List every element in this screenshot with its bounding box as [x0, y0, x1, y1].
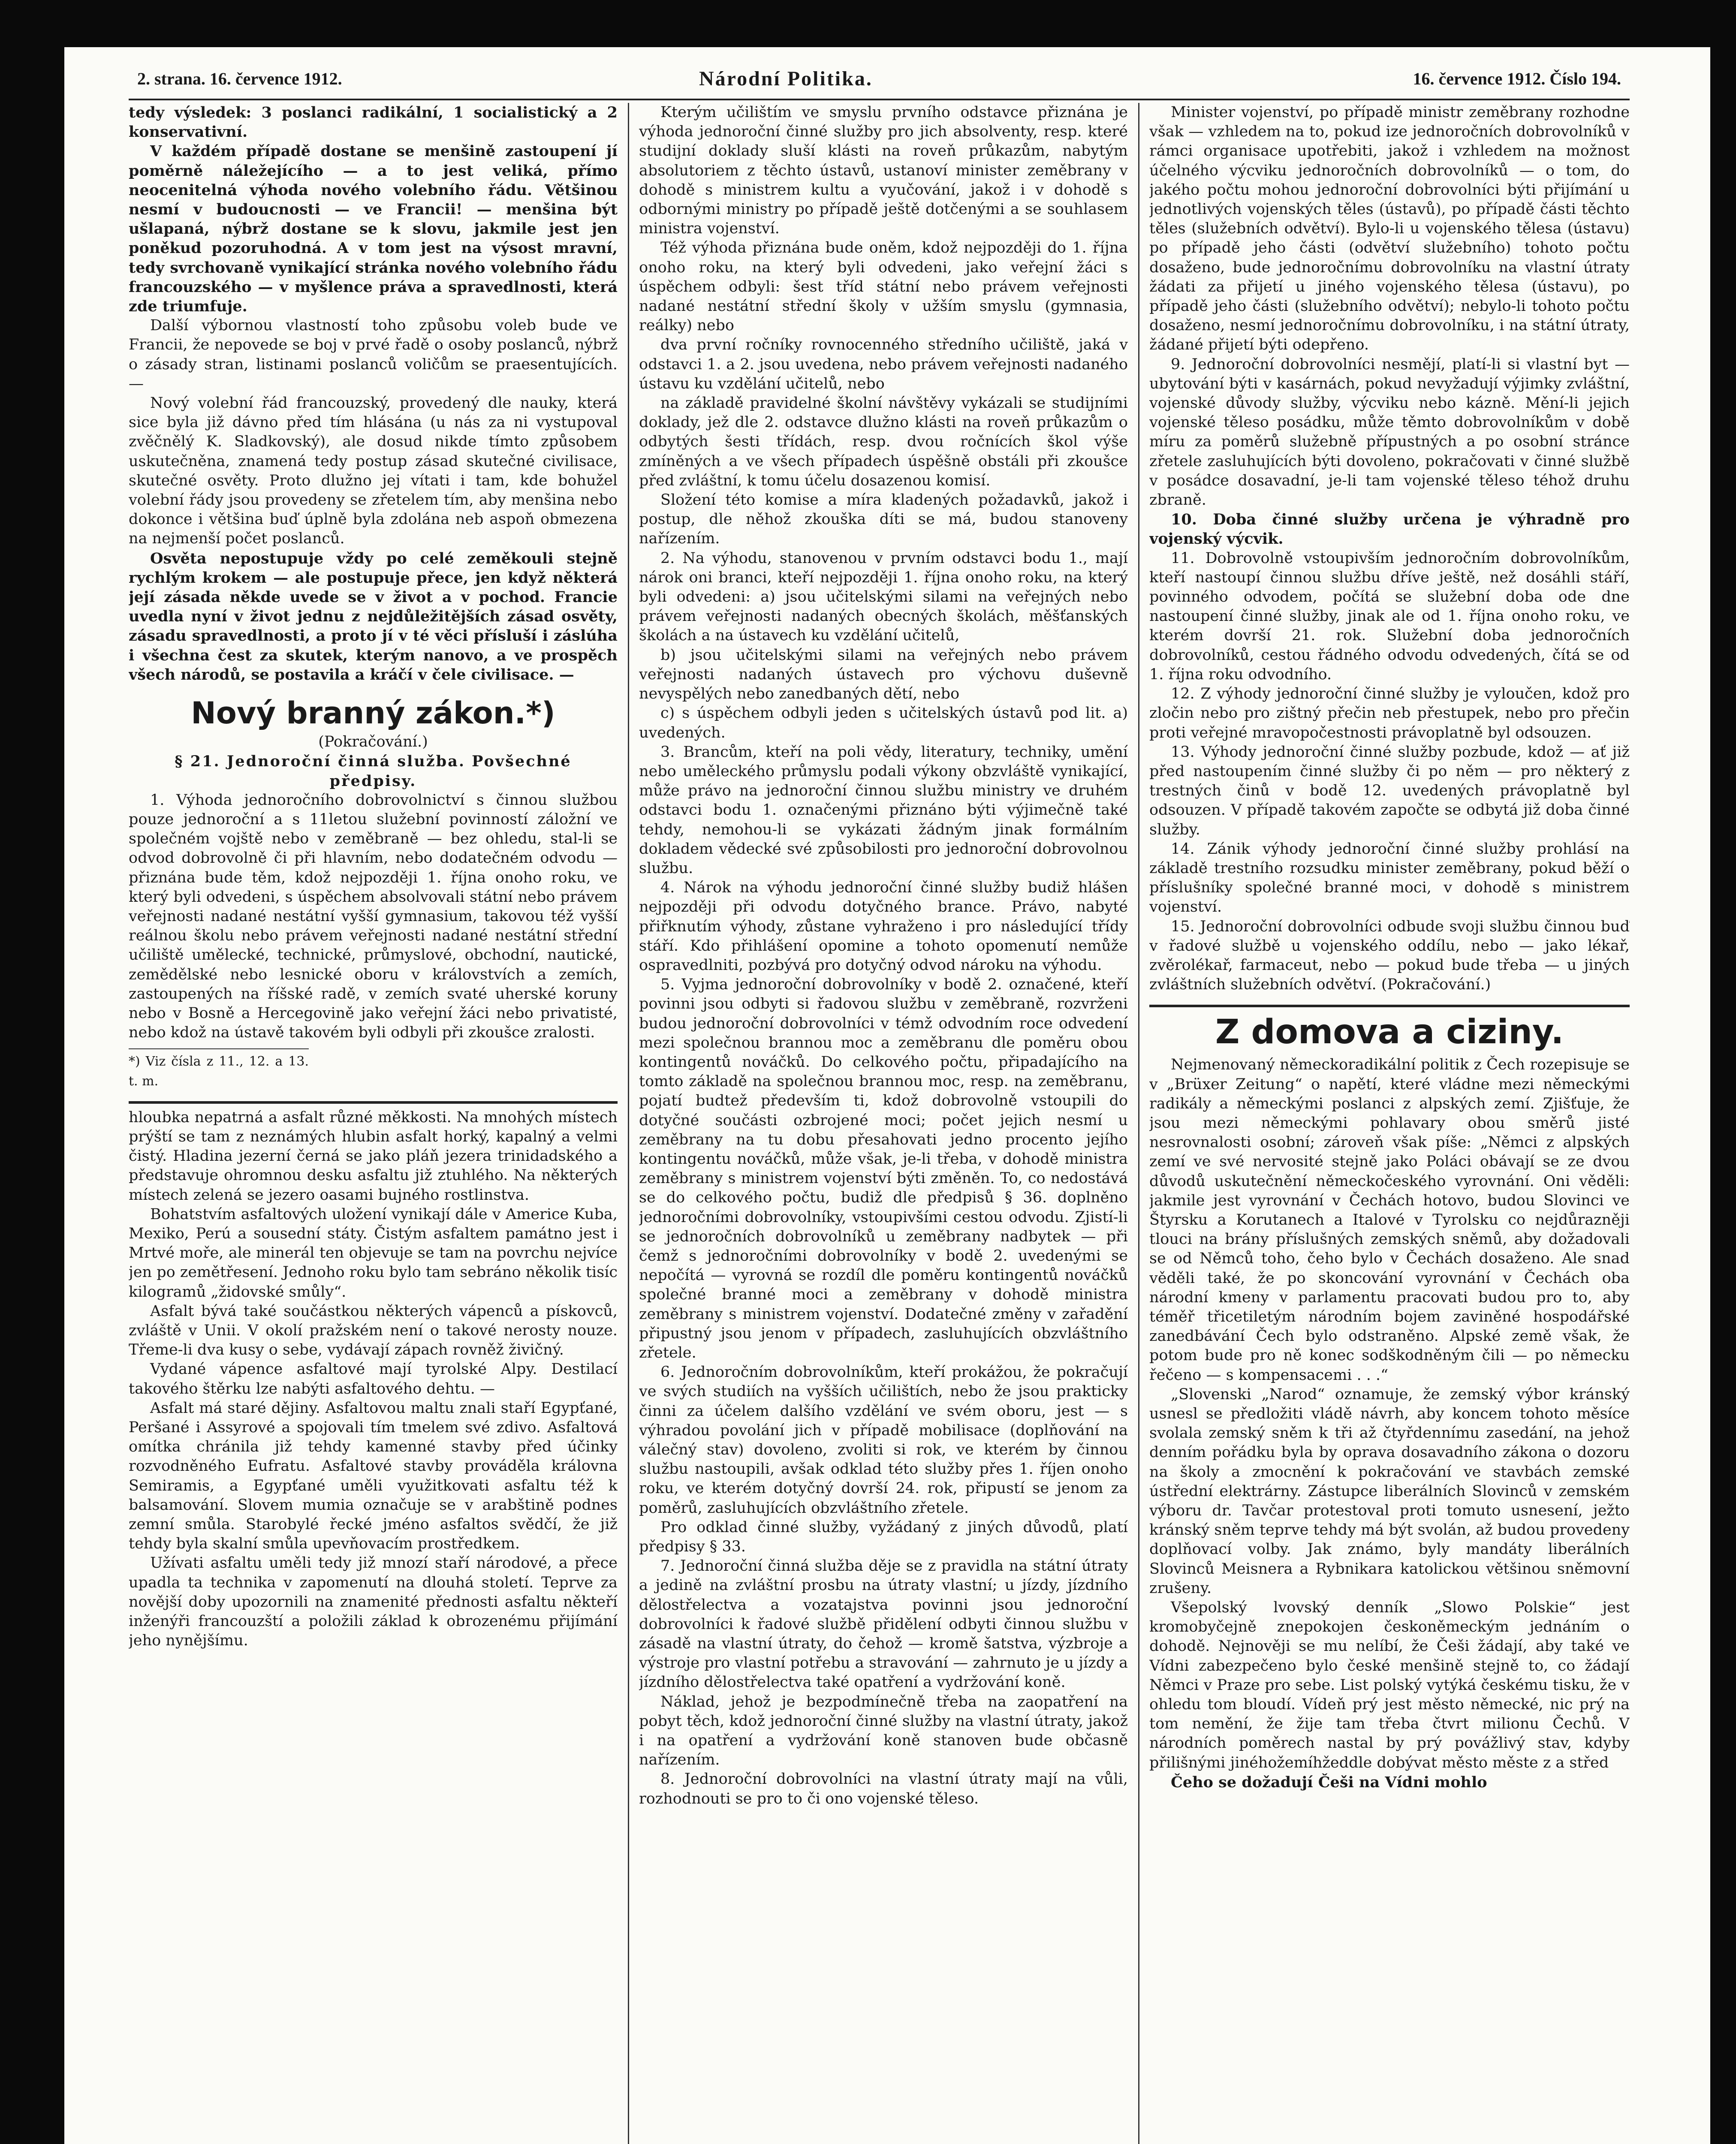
- paragraph: hloubka nepatrná a asfalt různé měkkosti. Na mnohých místech prýští se tam z neznámých hlubin asfalt horký, kapalný a velmi čistý. Hladina jezerní černá se jako pláň jezera trinidadského a představuje ohromnou desku asfaltu již ztuhlého. Na některých místech zelená se jezero oasami bujného rostlinstva.: [129, 1108, 618, 1204]
- newspaper-page: [129, 64, 1630, 2144]
- paragraph: Další výbornou vlastností toho způsobu voleb bude ve Francii, že nepovede se boj v prvé řadě o osoby poslanců, nýbrž o zásady stran, listinami poslanců voličům se praesentujících. —: [129, 317, 618, 392]
- paragraph: na základě pravidelné školní návštěvy vykázali se studijními doklady, jež dle 2. odstavce dlužno klásti na roveň průkazům o odbytých šesti třídách, resp. dvou ročnících škol výše zmíněných a ve všech případech úspěšně obstáli při zkoušce před zvláštní, k tomu účelu dosazenou komisí.: [639, 394, 1128, 489]
- article-headline: Nový branný zákon.*): [191, 696, 555, 731]
- paragraph: 3. Brancům, kteří na poli vědy, literatury, techniky, umění nebo uměleckého průmyslu podali výkony obzvláště vynikající, může právo na jednoroční činnou službu ministry ve druhém odstavci bodu 1. označenými přiznáno býti výjimečně také tehdy, nemohou-li se vykázati žádným jinak formálním dokladem vědecké své způsobilosti pro jednoroční dobrovolnou službu.: [639, 743, 1128, 877]
- paragraph: 4. Nárok na výhodu jednoroční činné služby budiž hlášen nejpozději při odvodu dotyčného brance. Právo, nabyté přiřknutím výhody, zůstane vyhraženo i pro následující třídy stáří. Kdo přihlášení opomine a tohoto opomenutí nemůže ospravedlniti, pozbývá pro dotyčný odvod nároku na výhodu.: [639, 879, 1128, 974]
- column-2: [639, 103, 1128, 2144]
- paragraph: 1. Výhoda jednoročního dobrovolnictví s činnou službou pouze jednoroční a s 11letou služební povinností záložní ve společném vojště nebo v zeměbraně — bez ohledu, stal-li se odvod dobrovolně či při hlavním, nebo dodatečném odvodu — přiznána bude těm, kdož nejpozději 1. října onoho roku, ve který byli odvedeni, s úspěchem absolvovali státní nebo právem veřejnosti nadané nestátní vyšší gymnasium, takovou též vyšší reálnou školu nebo právem veřejnosti nadané nestátní střední učiliště umělecké, technické, průmyslové, obchodní, nautické, zemědělské nebo lesnické oboru v královstvích a zemích, zastoupených na říšské radě, v zemích svaté uherské koruny nebo v Bosně a Hercegovině jako veřejní žáci nebo privatisté, nebo kdož na ústavě takovém byli odbyli při zkoušce zralosti.: [129, 791, 618, 1042]
- scan-border-right: [1710, 0, 1736, 2144]
- column-divider: [1138, 103, 1139, 2144]
- paragraph: 15. Jednoroční dobrovolníci odbude svoji službu činnou buď v řadové službě u vojenského oddílu, nebo — jako lékař, zvěrolékař, farmaceut, nebo — pokud bude třeba — u jiných zvláštních služebních odvětví. (Pokračování.): [1149, 918, 1630, 994]
- paragraph: Vydané vápence asfaltové mají tyrolské Alpy. Destilací takového štěrku lze nabýti asfaltového dehtu. —: [129, 1361, 618, 1397]
- masthead-title: Národní Politika.: [699, 67, 873, 90]
- paragraph: 2. Na výhodu, stanovenou v prvním odstavci bodu 1., mají nárok oni branci, kteří nejpozději 1. října onoho roku, na který byli odvedeni: a) jsou učitelskými silami na veřejných nebo právem veřejnosti nadaných obecných školách, měšťanských školách a na ústavech ku vzdělání učitelů,: [639, 549, 1128, 644]
- paragraph: Bohatstvím asfaltových uložení vynikají dále v Americe Kuba, Mexiko, Perú a sousední státy. Čistým asfaltem památno jest i Mrtvé moře, ale minerál ten objevuje se tam na povrchu nejvíce jen po zemětřesení. Jednoho roku bylo tam sebráno několik tisíc kilogramů „židovské smůly“.: [129, 1205, 618, 1301]
- paragraph: Nejmenovaný německoradikální politik z Čech rozepisuje se v „Brüxer Zeitung“ o napětí, které vládne mezi německými radikály a německými poslanci z alpských zemí. Zjišťuje, že jsou mezi německými pohlavary obou směrů jisté nesrovnalosti osobní; zároveň však píše: „Němci z alpských zemí ve své nervosité stejně jako Poláci obávají se ze dvou důvodů uskutečnění německočeského vyrovnání. Oni věděli: jakmile jest vyrovnání v Čechách hotovo, budou Slovinci ve Štyrsku a Korutanech a Italové v Tyrolsku co nejdůrazněji tlouci na brány příslušných zemských sněmů, aby dožadovali se od Němců toho, čeho bylo v Čechách dosaženo. Ale snad věděli také, že po skoncování vyrovnání v Čechách oba národní kmeny v parlamentu pracovati budou pro to, aby téměř třicetiletým národním bojem zaviněné hospodářské zanedbávání Čech bylo odstraněno. Alpské země však, že potom bude pro ně konec sodškodněným čili — po německu řečeno — s kompensacemi . . .“: [1149, 1056, 1630, 1384]
- paragraph: V každém případě dostane se menšině zastoupení jí poměrně náležejícího — a to jest veliká, přímo neocenitelná výhoda nového volebního řádu. Většinou nesmí v budoucnosti — ve Francii! — menšina být ušlapaná, nýbrž dostane se k slovu, jakmile jest jen poněkud pozoruhodná. A v tom jest na výsost mravní, tedy svrchovaně vynikající stránka nového volebního řádu francouzského — v myšlence práva a spravedlnosti, která zde triumfuje.: [129, 142, 618, 316]
- paragraph: Též výhoda přiznána bude oněm, kdož nejpozději do 1. října onoho roku, na který byli odvedeni, jako veřejní žáci s úspěchem odbyli: šest tříd státní nebo právem veřejnosti nadané nestátní střední školy v užším smyslu (gymnasia, reálky) nebo: [639, 239, 1128, 334]
- section-heading: § 21. Jednoroční činná služba. Povšechné předpisy.: [175, 753, 572, 790]
- paragraph: Asfalt bývá také součástkou některých vápenců a pískovců, zvláště v Unii. V okolí pražském není o takové nerosty nouze. Třeme-li dva kusy o sebe, vydávají zápach rovněž živičný.: [129, 1302, 618, 1359]
- paragraph: b) jsou učitelskými silami na veřejných nebo právem veřejnosti nadaných ústavech pro výchovu duševně nevyspělých nebo zanedbaných dětí, nebo: [639, 646, 1128, 703]
- paragraph: Osvěta nepostupuje vždy po celé zeměkouli stejně rychlým krokem — ale postupuje přece, jen když některá její zásada někde uvede se v život a v pochod. Francie uvedla nyní v život jednu z nejdůležitějších zásad osvěty, zásadu spravedlnosti, a proto jí v té věci přísluší i záslúha i všechna čest za skutek, kterým nanovo, a ve prospěch všech národů, se postavila a kráčí v čele civilisace. —: [129, 549, 618, 684]
- paragraph: „Slovenski „Narod“ oznamuje, že zemský výbor kránský usnesl se předložiti vládě návrh, aby koncem tohoto měsíce svolala zemský sněm k tři až čtyřdennímu zasedání, na jehož denním pořádku byla by oprava dosavadního zákona o dozoru na školy a zmocnění k pokračování ve stavbách zemské ústřední elektrárny. Zástupce liberálních Slovinců v zemském výboru dr. Tavčar protestoval proti tomuto usnesení, ježto kránský sněm teprve tehdy má být svolán, až budou provedeny doplňovací volby. Jak známo, byly mandáty liberálních Slovinců Meisnera a Rybnikara katolickou většinou sněmovní zrušeny.: [1149, 1385, 1630, 1597]
- paragraph: 10. Doba činné služby určena je výhradně pro vojenský výcvik.: [1149, 511, 1630, 548]
- paragraph: Minister vojenství, po případě ministr zeměbrany rozhodne však — vzhledem na to, pokud ize jednoročních dobrovolníků v rámci organisace upotřebiti, jakož i vzhledem na možnost účelného výcviku jednoročních dobrovolníků — o tom, do jakého počtu mohou jednoroční dobrovolníci býti přijímání u jednotlivých vojenských těles (ústavů), po případě části těchto těles (služebních odvětví). Bylo-li u vojenského tělesa (ústavu) po případě jeho části (odvětví služebního) tohoto počtu dosaženo, bude jednoročnímu dobrovolníku na vlastní útraty žádati za přijetí u jiného vojenského tělesa (ústavu), po případě jeho části (služebního odvětví); nebylo-li tohoto počtu dosaženo, nesmí jednoročnímu dobrovolníku, i na státní útraty, žádané přijetí býti odepřeno.: [1149, 104, 1630, 354]
- paragraph: Náklad, jehož je bezpodmínečně třeba na zaopatření na pobyt těch, kdož jednoroční činné služby na vlastní útraty, jakož i na opatření a vydržování koně stanoven bude občasně nařízením.: [639, 1693, 1128, 1769]
- paragraph: Asfalt má staré dějiny. Asfaltovou maltu znali staří Egypťané, Peršané i Assyrové a spojovali tím tmelem své zdivo. Asfaltová omítka chránila již tehdy kamenné stavby před účinky rozvodněného Eufratu. Asfaltové stavby prováděla královna Semiramis, a Egypťané uměli využitkovati asfaltu též k balsamování. Slovem mumia označuje se v arabštině podnes zemní smůla. Starobylé řecké jméno asfaltos svědčí, že již tehdy byla skalní smůla upevňovacím prostředkem.: [129, 1399, 618, 1553]
- column-divider: [628, 103, 629, 2144]
- running-head: [129, 64, 1630, 99]
- paragraph: 14. Zánik výhody jednoroční činné služby prohlásí na základě trestního rozsudku minister zeměbrany, pokud běží o příslušníky společné branné moci, v dohodě s ministrem vojenství.: [1149, 840, 1630, 916]
- paragraph: Nový volební řád francouzský, provedený dle nauky, která sice byla již dávno před tím hlásána (u nás za ni vystupoval zvěčnělý K. Sladkovský), ale dosud nikde tímto způsobem uskutečněna, znamená tedy postup zásad skutečné civilisace, skutečné osvěty. Proto dlužno jej vítati i tam, kde bohužel volební řády jsou provedeny se zřetelem tím, aby menšina nebo dokonce i většina buď úplně byla zdolána neb aspoň obmezena na nejmenší počet poslanců.: [129, 394, 618, 548]
- section-rule: [129, 1101, 618, 1104]
- scan-border-left: [0, 0, 64, 2144]
- footnote: *) Viz čísla z 11., 12. a 13. t. m.: [129, 1048, 309, 1090]
- paragraph: dva první ročníky rovnocenného středního učiliště, jaká v odstavci 1. a 2. jsou uvedena, nebo právem veřejnosti nadaného ústavu ku vzdělání učitelů, nebo: [639, 336, 1128, 392]
- paragraph: Čeho se dožadují Češi na Vídni mohlo: [1171, 1773, 1487, 1791]
- paragraph: 12. Z výhody jednoroční činné služby je vyloučen, kdož pro zločin nebo pro zištný přečin neb přestupek, nebo pro přečin proti veřejné mravopočestnosti právoplatně byl odsouzen.: [1149, 685, 1630, 741]
- paragraph: 11. Dobrovolně vstoupivším jednoročním dobrovolníkům, kteří nastoupí činnou službu dříve ještě, než dosáhli stáří, povinného odvodem, počítá se služební doba ode dne nastoupení činné služby, jinak ale od 1. října onoho roku, ve kterém dovrší 21. rok. Služební doba jednoročních dobrovolníků, cestou řádného odvodu odvedených, čítá se od 1. října roku odvodního.: [1149, 549, 1630, 683]
- paragraph: 8. Jednoroční dobrovolníci na vlastní útraty mají na vůli, rozhodnouti se pro to či ono vojenské těleso.: [639, 1771, 1128, 1807]
- section-headline: Z domova a ciziny.: [1215, 1013, 1564, 1052]
- page-date: 2. strana. 16. července 1912.: [137, 69, 342, 88]
- continuation-note: (Pokračování.): [318, 733, 428, 751]
- issue-number: 16. července 1912. Číslo 194.: [1413, 69, 1621, 88]
- paragraph: Pro odklad činné služby, vyžádaný z jiných důvodů, platí předpisy § 33.: [639, 1518, 1128, 1556]
- paragraph: Užívati asfaltu uměli tedy již mnozí staří národové, a přece upadla ta technika v zapomenutí na dlouhá století. Teprve za novější doby upozornili na znamenité přednosti asfaltu někteří inženýři francouzští a položili základ k obrozenému přijímání jeho nynějšímu.: [129, 1554, 618, 1650]
- paragraph: tedy výsledek: 3 poslanci radikální, 1 socialistický a 2 konservativní.: [129, 104, 618, 141]
- column-1: [129, 103, 618, 2144]
- paragraph: Všepolský lvovský denník „Slowo Polskie“ jest kromobyčejně znepokojen českoněmeckým jednáním o dohodě. Nejnověji se mu nelíbí, že Češi žádají, aby také ve Vídni zabezpečeno bylo české menšině stejně to, co žádají Němci v Praze pro sebe. List polský vytýká českému tisku, že v ohledu tom bloudí. Vídeň prý jest město německé, nic prý na tom nemění, že žije tam třeba čtvrt milionu Čechů. V národních poměrech nastal by prý povážlivý stav, kdyby přilišnými jinéhožemíhžeddle dobývat město měste z a střed: [1149, 1599, 1630, 1771]
- paragraph: 5. Vyjma jednoroční dobrovolníky v bodě 2. označené, kteří povinni jsou odbyti si řadovou službu v zeměbraně, rozvrženi budou jednoroční dobrovolníci v témž odvodním roce odvedení mezi společnou brannou moc a zeměbranu dle poměru obou kontingentů nováčků. Do celkového počtu, připadajícího na tomto základě na společnou brannou moc, resp. na zeměbranu, pojatí budtež především ti, kdož dobrovolně vstoupili do dotyčné součásti ozbrojené moci; počet jejich nesmí u zeměbrany na tu dobu přesahovati jedno procento jejího kontingentu nováčků, může však, je-li třeba, v dohodě ministra zeměbrany s ministrem vojenství býti změněn. To, co nedostává se do celkového počtu, budiž dle předpisů § 36. doplněno jednoročními dobrovolníky, vstoupivšími cestou odvodu. Zjistí-li se jednoročních dobrovolníků u zeměbrany nadbytek — při čemž s jednoročními dobrovolníky v bodě 2. uvedenými se nepočítá — vyrovná se rozdíl dle poměru kontingentů nováčků společné branné moci a zeměbrany v dohodě ministra zeměbrany s ministrem vojenství. Dodatečné změny v zařadění připustný jsou jenom v případech, zasluhujících obzvláštního zřetele.: [639, 976, 1128, 1361]
- column-3: [1149, 103, 1630, 2144]
- paragraph: Složení této komise a míra kladených požadavků, jakož i postup, dle něhož zkouška díti se má, budou stanoveny nařízením.: [639, 491, 1128, 548]
- paragraph: 13. Výhody jednoroční činné služby pozbude, kdož — ať již před nastoupením činné služby či po něm — pro některý z trestných činů v bodě 12. uvedených právoplatně byl odsouzen. V případě takovém započte se odbytá již doba činné služby.: [1149, 743, 1630, 838]
- paragraph: 7. Jednoroční činná služba děje se z pravidla na státní útraty a jedině na zvláštní prosbu na útraty vlastní; u jízdy, jízdního dělostřelectva a vozatajstva povinni jsou jednoroční dobrovolníci k řadové službě přidělení odbyti činnou službu v zásadě na vlastní útraty, do čehož — kromě šatstva, výzbroje a výstroje pro vlastní potřebu a stravování — zahrnuto je u jízdy a jízdního dělostřelectva také opatření a vydržování koně.: [639, 1557, 1128, 1691]
- section-rule: [1149, 1005, 1630, 1007]
- paragraph: Kterým učilištím ve smyslu prvního odstavce přiznána je výhoda jednoroční činné služby pro jich absolventy, resp. které studijní doklady sluší klásti na roveň průkazům, nabytým absolutoriem z těchto ústavů, ustanoví minister zeměbrany v dohodě s ministrem kultu a vyučování, jakož i v dohodě s odbornými ministry po případě ještě dotčenými a se souhlasem ministra vojenství.: [639, 104, 1128, 238]
- scan-border-top: [0, 0, 1736, 47]
- paragraph: 9. Jednoroční dobrovolníci nesmějí, platí-li si vlastní byt — ubytování býti v kasárnách, pokud nevyžadují výjimky zvláštní, vojenské důvody služby, výcviku nebo kázně. Mění-li jejich vojenské těleso posádku, může těmto dobrovolníkům v době míru za poměrů služebně přípustných a po osobní stránce zřetele zasluhujících býti dovoleno, pokračovati v činné službě v posádce dosavadní, je-li tam vojenské těleso téhož druhu zbraně.: [1149, 355, 1630, 509]
- paragraph: c) s úspěchem odbyli jeden s učitelských ústavů pod lit. a) uvedených.: [639, 705, 1128, 741]
- paragraph: 6. Jednoročním dobrovolníkům, kteří prokážou, že pokračují ve svých studiích na vyšších učilištích, nebo že jsou prakticky činni za účelem dalšího vzdělání ve svém oboru, jest — s výhradou povolání jich v případě mobilisace (doplňování na válečný stav) dovoleno, zvoliti si rok, ve kterém by činnou službu nastoupili, avšak odklad této služby přes 1. říjen onoho roku, ve kterém dotyčný dovrší 24. rok, připustí se jenom za poměrů, zasluhujících obzvláštního zřetele.: [639, 1364, 1128, 1517]
- header-rule: [129, 99, 1630, 100]
